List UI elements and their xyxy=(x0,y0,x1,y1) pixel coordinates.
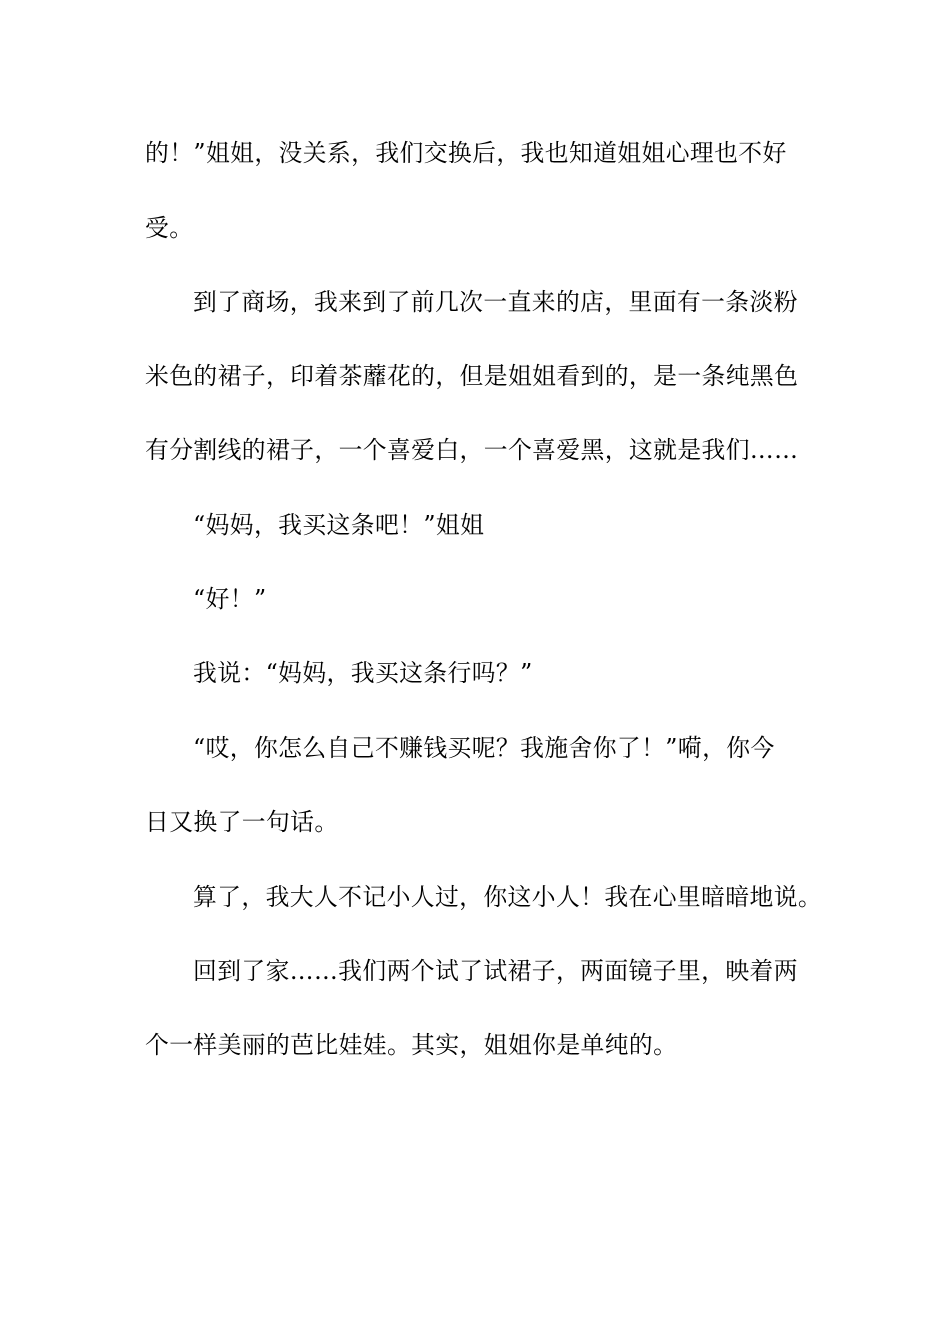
dialogue-line: 我说：“妈妈，我买这条行吗？” xyxy=(193,659,533,687)
text-line: 日又换了一句话。 xyxy=(145,808,339,836)
text-line: 受。 xyxy=(145,214,194,242)
text-line: 个一样美丽的芭比娃娃。其实，姐姐你是单纯的。 xyxy=(145,1031,678,1059)
text-line: 有分割线的裙子，一个喜爱白，一个喜爱黑，这就是我们…… xyxy=(145,436,799,464)
paragraph-start-line: 算了，我大人不记小人过，你这小人！我在心里暗暗地说。 xyxy=(193,883,823,911)
dialogue-line: “好！” xyxy=(193,585,267,613)
dialogue-line: “哎，你怎么自己不赚钱买呢？我施舍你了！”嗬，你今 xyxy=(193,734,775,762)
text-line: 米色的裙子，印着茶蘼花的，但是姐姐看到的，是一条纯黑色 xyxy=(145,362,799,390)
dialogue-line: “妈妈，我买这条吧！”姐姐 xyxy=(193,511,485,539)
paragraph-start-line: 到了商场，我来到了前几次一直来的店，里面有一条淡粉 xyxy=(193,288,798,316)
text-line: 的！”姐姐，没关系，我们交换后，我也知道姐姐心理也不好 xyxy=(145,139,787,167)
paragraph-start-line: 回到了家……我们两个试了试裙子，两面镜子里，映着两 xyxy=(193,957,798,985)
